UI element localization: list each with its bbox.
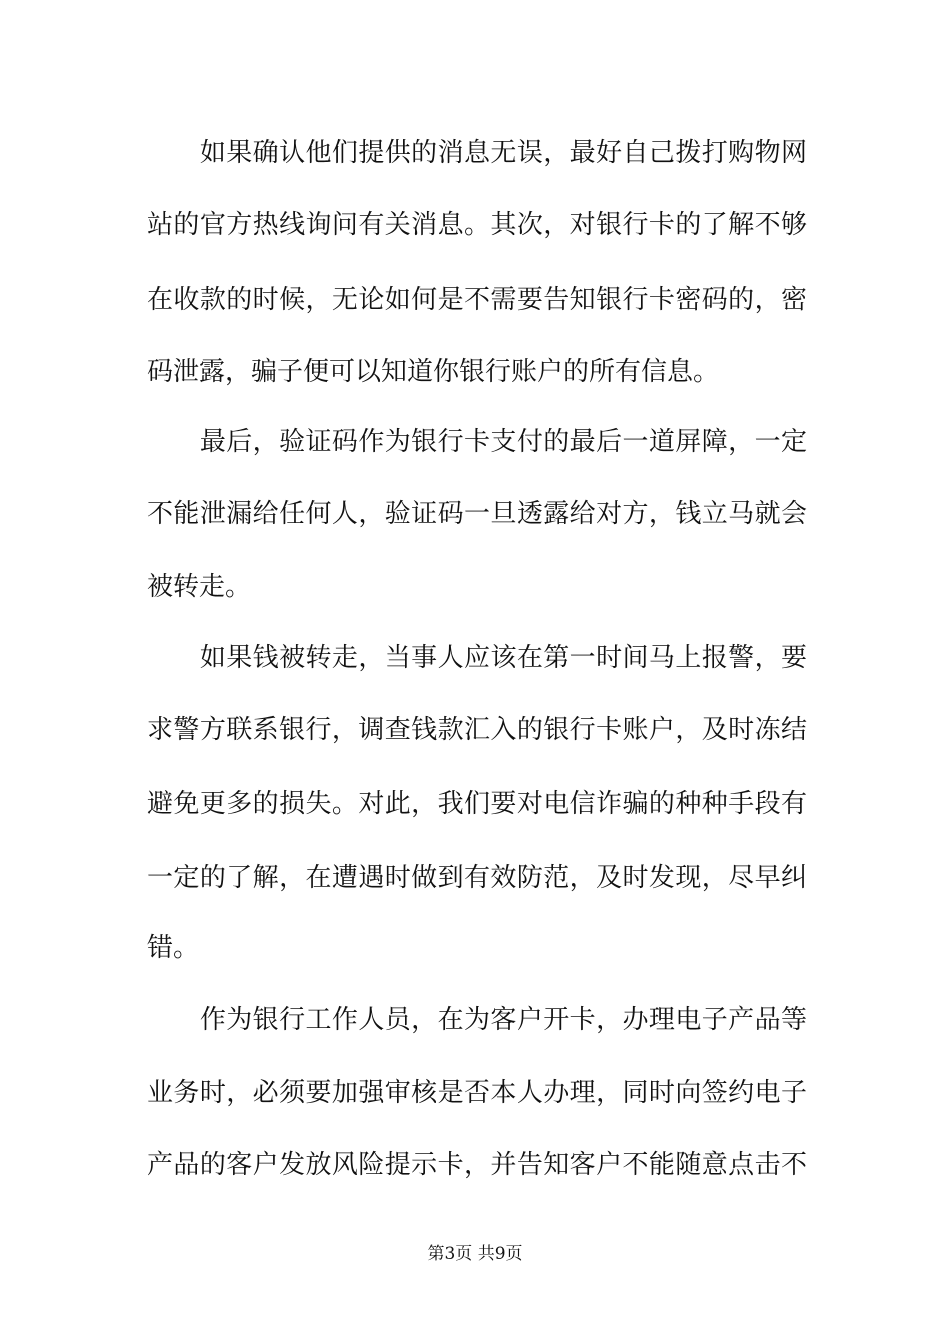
text-line-6: 不能泄漏给任何人，验证码一旦透露给对方，钱立马就会 [147,499,807,529]
text-line-8: 如果钱被转走，当事人应该在第一时间马上报警，要 [147,643,807,673]
text-line-7: 被转走。 [147,572,252,602]
text-line-11: 一定的了解，在遭遇时做到有效防范，及时发现，尽早纠 [147,863,807,893]
text-line-15: 产品的客户发放风险提示卡，并告知客户不能随意点击不 [147,1150,807,1180]
text-line-5: 最后，验证码作为银行卡支付的最后一道屏障，一定 [147,427,807,457]
text-line-2: 站的官方热线询问有关消息。其次，对银行卡的了解不够 [147,210,807,240]
text-line-13: 作为银行工作人员，在为客户开卡，办理电子产品等 [147,1005,807,1035]
page-number-footer: 第3页 共9页 [427,1244,523,1264]
text-line-1: 如果确认他们提供的消息无误，最好自己拨打购物网 [147,138,807,168]
text-line-14: 业务时，必须要加强审核是否本人办理，同时向签约电子 [147,1078,807,1108]
text-line-9: 求警方联系银行，调查钱款汇入的银行卡账户，及时冻结 [147,715,807,745]
text-line-10: 避免更多的损失。对此，我们要对电信诈骗的种种手段有 [147,789,807,819]
text-line-12: 错。 [147,933,200,963]
text-line-3: 在收款的时候，无论如何是不需要告知银行卡密码的，密 [147,285,807,315]
text-line-4: 码泄露，骗子便可以知道你银行账户的所有信息。 [147,357,720,387]
